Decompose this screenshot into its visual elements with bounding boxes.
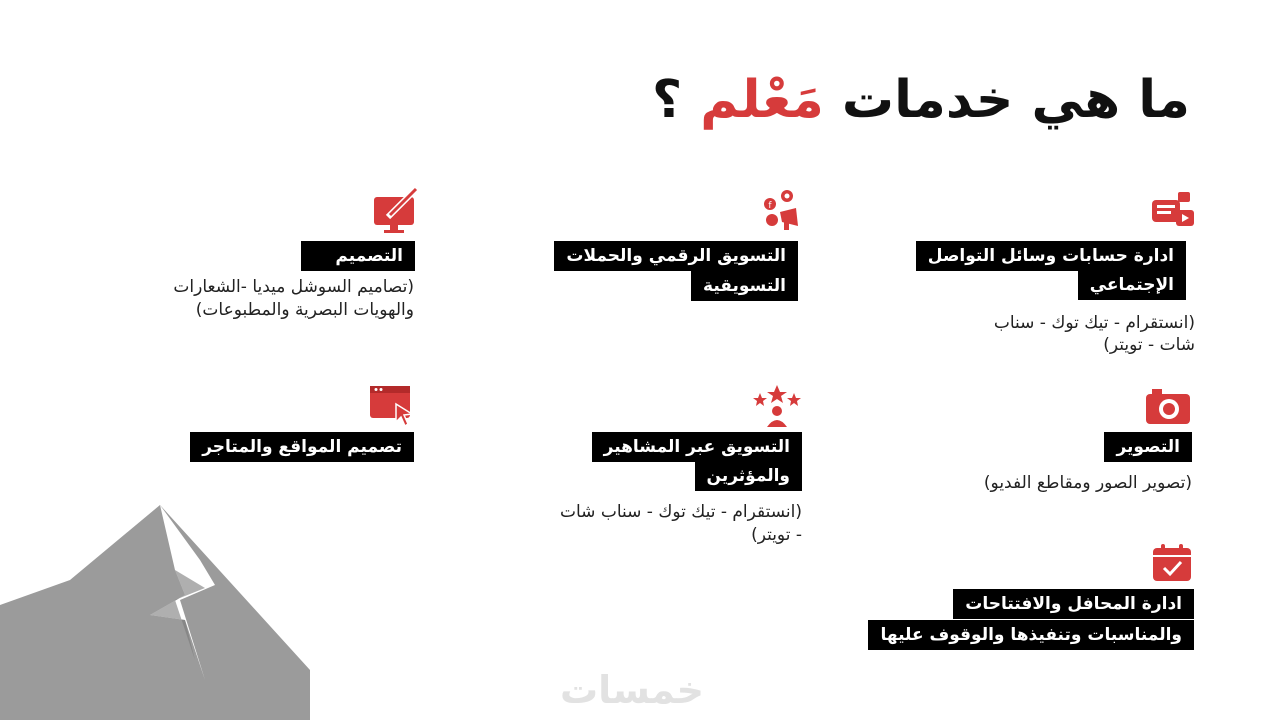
influencer-stars-icon xyxy=(752,383,802,427)
service-social-label-1: ادارة حسابات وسائل التواصل xyxy=(916,241,1186,271)
service-digital-label-2: التسويقية xyxy=(691,271,798,301)
service-social-label-2: الإجتماعي xyxy=(1078,270,1186,300)
service-web-label: تصميم المواقع والمتاجر xyxy=(190,432,414,462)
service-design-desc-2: والهويات البصرية والمطبوعات) xyxy=(195,300,414,320)
service-influencer-desc-2: - تويتر) xyxy=(751,525,802,545)
svg-text:f: f xyxy=(768,201,772,211)
title-brand: مَعْلم xyxy=(700,70,824,130)
calendar-check-icon xyxy=(1151,543,1195,583)
service-influencer-label-1: التسويق عبر المشاهير xyxy=(592,432,802,462)
camera-icon xyxy=(1144,386,1192,426)
design-monitor-brush-icon xyxy=(372,185,422,235)
service-digital-label-1: التسويق الرقمي والحملات xyxy=(554,241,798,271)
service-influencer-desc-1: (انستقرام - تيك توك - سناب شات xyxy=(559,502,802,522)
service-social-desc-2: شات - تويتر) xyxy=(1103,335,1195,355)
title-main: ما هي خدمات xyxy=(841,70,1190,130)
service-design-desc-1: (تصاميم السوشل ميديا -الشعارات xyxy=(173,277,414,297)
watermark-logo: خمسات xyxy=(560,668,704,712)
page-title xyxy=(652,70,1190,130)
service-influencer-label-2: والمؤثرين xyxy=(695,461,802,491)
service-social-desc-1: (انستقرام - تيك توك - سناب xyxy=(993,313,1195,333)
title-question-mark: ؟ xyxy=(651,70,683,130)
service-photo-label: التصوير xyxy=(1104,432,1192,462)
service-events-label-1: ادارة المحافل والافتتاحات xyxy=(953,589,1194,619)
service-design-label: التصميم xyxy=(301,241,415,271)
social-media-icon xyxy=(1150,190,1198,232)
mountain-decoration xyxy=(0,500,320,720)
megaphone-social-icon xyxy=(760,186,802,232)
browser-cursor-icon xyxy=(368,384,416,428)
service-events-label-2: والمناسبات وتنفيذها والوقوف عليها xyxy=(868,620,1194,650)
service-photo-desc: (تصوير الصور ومقاطع الفديو) xyxy=(983,473,1192,493)
